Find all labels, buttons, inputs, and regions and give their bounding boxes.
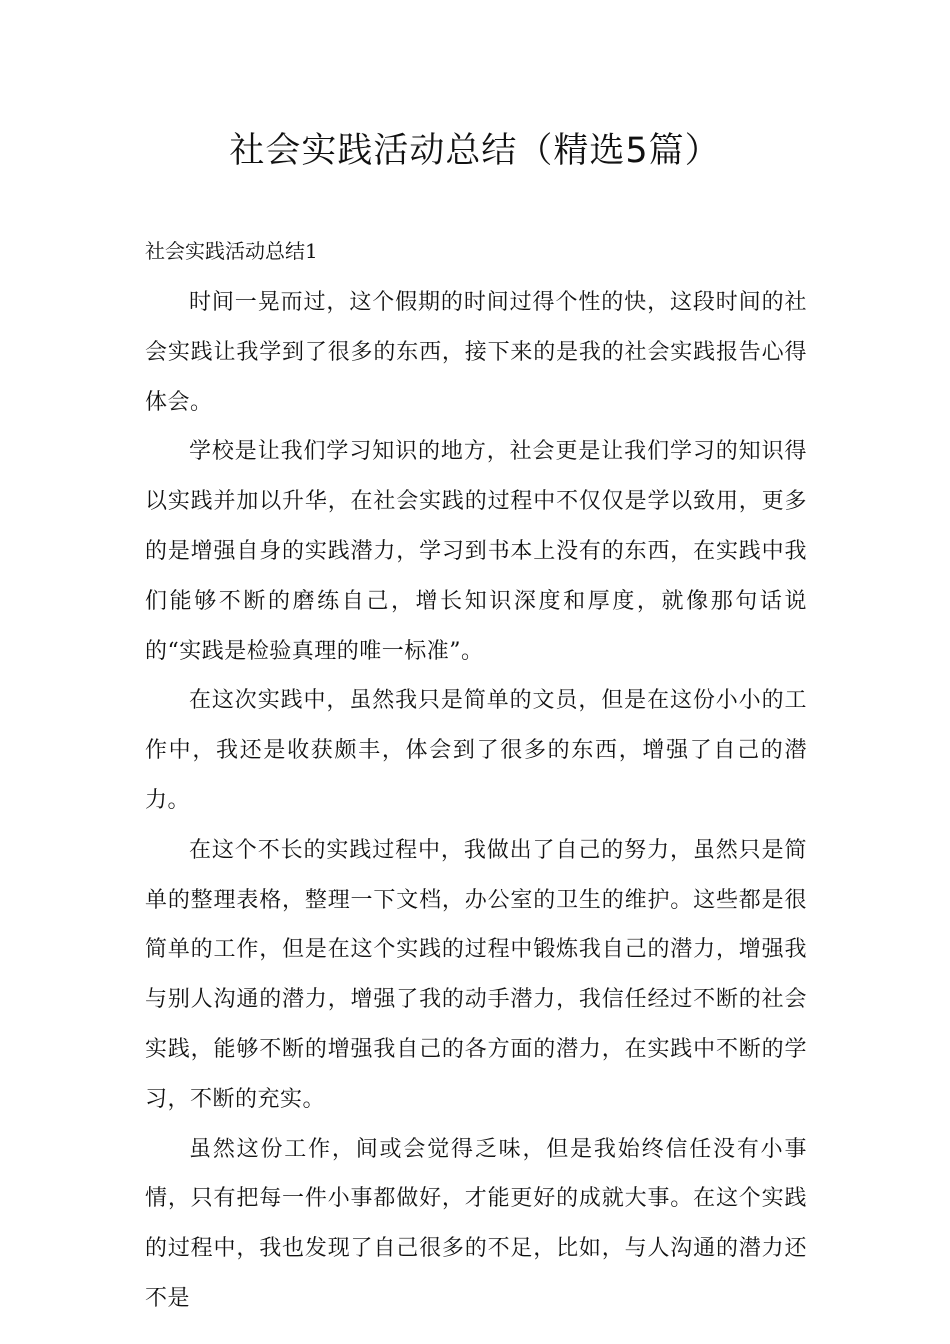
document-title: 社会实践活动总结（精选5篇） (229, 131, 721, 171)
paragraph-4: 在这个不长的实践过程中，我做出了自己的努力，虽然只是简单的整理表格，整理一下文档，办公室的卫生的维护。这些都是很简单的工作，但是在这个实践的过程中锻炼我自己的潜力，增强我与别人沟通的潜力，增强了我的动手潜力，我信任经过不断的社会实践，能够不断的增强我自己的各方面的潜力，在实践中不断的学习，不断的充实。 (145, 837, 807, 1112)
paragraph-1: 时间一晃而过，这个假期的时间过得个性的快，这段时间的社会实践让我学到了很多的东西，接下来的是我的社会实践报告心得体会。 (145, 290, 807, 415)
section-heading: 社会实践活动总结1 (145, 239, 318, 263)
paragraph-5: 虽然这份工作，间或会觉得乏味，但是我始终信任没有小事情，只有把每一件小事都做好，才能更好的成就大事。在这个实践的过程中，我也发现了自己很多的不足，比如，与人沟通的潜力还不是 (145, 1136, 807, 1311)
paragraph-3: 在这次实践中，虽然我只是简单的文员，但是在这份小小的工作中，我还是收获颇丰，体会到了很多的东西，增强了自己的潜力。 (145, 688, 807, 813)
document-body (145, 278, 807, 1324)
paragraph-2: 学校是让我们学习知识的地方，社会更是让我们学习的知识得以实践并加以升华，在社会实践的过程中不仅仅是学以致用，更多的是增强自身的实践潜力，学习到书本上没有的东西，在实践中我们能够不断的磨练自己，增长知识深度和厚度，就像那句话说的“实践是检验真理的唯一标准”。 (145, 439, 807, 664)
